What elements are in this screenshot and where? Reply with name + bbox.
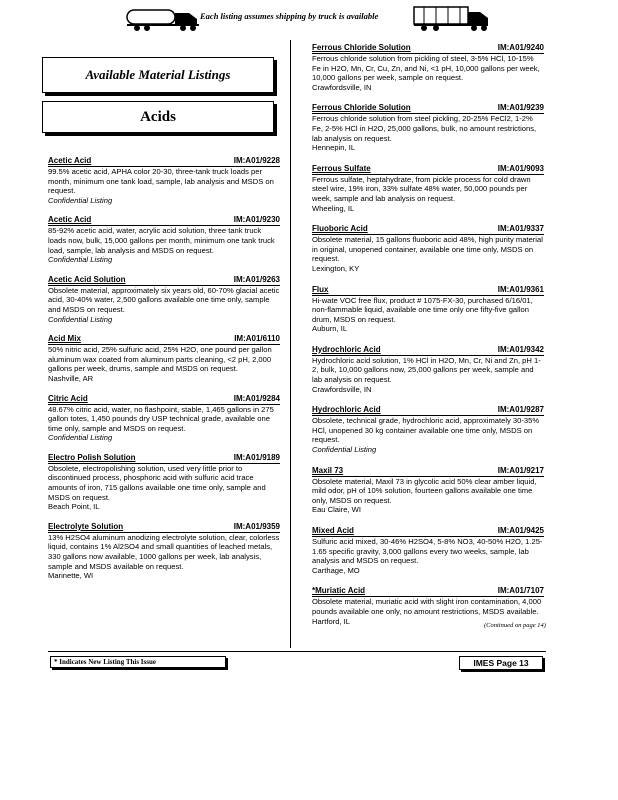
listing-description: 13% H2SO4 aluminum anodizing electrolyte solution, clear, colorless liquid, contains 1% Al2SO4 and small quantities of leached metals, 330 gallons now available, 1000 gallons per week, lab analysis, sample and MSDS available on request. Marinette, WI	[48, 532, 280, 581]
listing-entry	[312, 164, 544, 213]
listing-name: Electrolyte Solution	[48, 521, 124, 531]
listing-location: Eau Claire, WI	[312, 505, 361, 515]
listing-header	[312, 586, 544, 597]
listing-id: IM:A01/9228	[233, 156, 280, 165]
listing-name: Acid Mix	[48, 334, 81, 344]
listing-location: Confidential Listing	[48, 255, 113, 265]
listing-id: IM:A01/9361	[497, 284, 544, 294]
listing-description: 50% nitric acid, 25% sulfuric acid, 25% H2O, one pound per gallon aluminum wax coated from aluminum parts cleaning, <2 pH, 2,000 gallons per week, drums, sample and MSDS on request. Nashville, AR	[48, 345, 272, 383]
listing-id: IM:A01/9217	[497, 465, 544, 475]
listing-location: Carthage, MO	[312, 565, 360, 575]
column-divider	[290, 40, 291, 648]
listing-name: Ferrous Sulfate	[312, 163, 371, 173]
listing-entry	[48, 394, 280, 443]
header-note: Each listing assumes shipping by truck is available	[200, 11, 379, 21]
listing-location: Confidential Listing	[48, 433, 113, 443]
listing-header	[312, 164, 544, 175]
listing-name: Maxil 73	[312, 465, 344, 475]
listing-id: IM:A01/9263	[233, 274, 280, 284]
listing-id: IM:A01/9240	[497, 43, 544, 52]
listings-title: Available Material Listings	[85, 67, 231, 82]
listing-id: IM:A01/9230	[233, 215, 280, 225]
listing-entry	[312, 526, 544, 575]
listing-entry	[48, 156, 280, 205]
listing-location: Auburn, IL	[312, 324, 348, 334]
listing-header	[48, 522, 280, 533]
listing-header	[48, 215, 280, 226]
listing-id: IM:A01/9425	[497, 526, 544, 535]
listing-location: Confidential Listing	[312, 445, 377, 455]
listing-entry	[312, 466, 544, 515]
continued-note: (Continued on page 14)	[484, 622, 546, 629]
listing-entry	[312, 586, 544, 626]
listing-description: Obsolete material, approximately six years old, 60-70% glacial acetic acid, 30-40% water, 2,500 gallons available one time only, sample and MSDS on request. Confidential Listing	[48, 285, 280, 324]
listing-entry	[312, 345, 544, 394]
listing-id: IM:A01/9359	[233, 521, 280, 531]
listing-description: Obsolete, electropolishing solution, used very little prior to discontinued process, phosphoric acid with sulfuric acid trace amounts of iron, 715 gallons available one time only, sample and MSDS on request. Beach Point, IL	[48, 463, 266, 512]
listing-description: 99.5% acetic acid, APHA color 20-30, three-tank truck loads per month, minimum one tank load, sample, lab analysis and MSDS on request. Confidential Listing	[48, 167, 274, 205]
listing-id: IM:A01/9342	[497, 344, 544, 354]
footer-rule	[48, 651, 546, 652]
listing-description: Ferrous chloride solution from pickling of steel, 3-5% HCl, 10-15% Fe in H2O, Mn, Cr, Cu, Zn, and Ni, <1 pH, 10,000 gallons per week, 10,000 gallons per week, sample on request. Crawfordsville, IN	[312, 54, 540, 92]
listing-header	[48, 275, 280, 286]
listing-location: Nashville, AR	[48, 373, 94, 383]
section-title: Acids	[140, 108, 176, 125]
listing-header	[48, 334, 280, 345]
listing-description: Ferrous sulfate, heptahydrate, from pickle process for cold drawn steel wire, 19% iron, 33% sulfate 48% water, 50,000 pounds per week, sample and lab analysis on request. Wheeling, IL	[312, 174, 531, 213]
listing-description: Obsolete material, 15 gallons fluoboric acid 48%, high purity material in original, unopened container, available one time only, MSDS on request. Lexington, KY	[312, 235, 543, 273]
new-listing-footnote: * Indicates New Listing This Issue	[50, 656, 226, 668]
listing-description: Ferrous chloride solution from steel pickling, 20-25% FeCl2, 1-2% Fe, 2-5% HCl in H2O, 25,000 gallons, bulk, no amount restrictions, lab analysis on request. Hennepin, IL	[312, 114, 537, 153]
listing-header	[48, 453, 280, 464]
listing-id: IM:A01/9093	[497, 163, 544, 173]
listing-name: Ferrous Chloride Solution	[312, 103, 411, 113]
listing-name: Hydrochloric Acid	[312, 344, 381, 354]
listing-name: Fluoboric Acid	[312, 224, 368, 234]
listing-entry	[312, 103, 544, 152]
listing-header	[48, 394, 280, 405]
listing-name: Ferrous Chloride Solution	[312, 43, 411, 52]
listing-description: Obsolete material, Maxil 73 in glycolic acid 50% clear amber liquid, mild odor, pH of 10% solution, fourteen gallons available one time only, MSDS on request. Eau Claire, WI	[312, 476, 537, 515]
listing-entry	[312, 405, 544, 454]
listing-entry	[312, 285, 544, 334]
page-number: IMES Page 13	[459, 656, 543, 670]
listing-header	[312, 285, 544, 296]
listing-id: IM:A01/9284	[233, 393, 280, 403]
listing-location: Hartford, IL	[312, 616, 350, 626]
listing-name: Acetic Acid Solution	[48, 274, 126, 284]
listings-title-box	[42, 57, 274, 93]
listing-name: Flux	[312, 284, 329, 294]
listing-description: Sulfuric acid mixed, 30-46% H2SO4, 5-8% NO3, 40-50% H2O, 1.25-1.65 specific gravity, 3,000 gallons every two weeks, sample, lab analysis and MSDS on request. Carthage, MO	[312, 537, 543, 575]
listing-location: Wheeling, IL	[312, 203, 355, 213]
listing-header	[312, 466, 544, 477]
listing-entry	[48, 334, 280, 383]
listing-name: Mixed Acid	[312, 526, 354, 535]
listing-entry	[48, 275, 280, 324]
listing-description: 48.67% citric acid, water, no flashpoint, stable, 1,465 gallons in 275 gallon totes, 1,450 pounds dry USP technical grade, available one time only, sample and MSDS on request. Confidential Listing	[48, 404, 274, 443]
listing-header	[312, 224, 544, 235]
listing-entry	[312, 224, 544, 273]
listing-id: IM:A01/9239	[497, 103, 544, 113]
listing-id: IM:A01/9287	[497, 405, 544, 415]
listing-location: Crawfordsville, IN	[312, 384, 372, 394]
tanker-truck-icon	[125, 4, 203, 32]
listing-name: Acetic Acid	[48, 156, 92, 165]
listing-description: Hi-wate VOC free flux, product # 1075-FX-30, purchased 6/16/01, non-flammable liquid, available one time only one fifty-five gallon drum, MSDS on request. Auburn, IL	[312, 295, 533, 334]
listing-description: 85-92% acetic acid, water, acrylic acid solution, three tank truck loads now, bulk, 15,000 gallons per month, minimum one tank truck load, sample, lab analysis and MSDS on request. Confidential Listing	[48, 226, 275, 265]
listing-id: IM:A01/9337	[497, 224, 544, 234]
listing-header	[312, 345, 544, 356]
listing-name: Hydrochloric Acid	[312, 405, 381, 415]
right-column	[312, 43, 544, 637]
listing-location: Hennepin, IL	[312, 143, 356, 153]
listing-description: Obsolete material, muriatic acid with slight iron contamination, 4,000 pounds available one only, no amount restrictions, MSDS available. Hartford, IL	[312, 597, 542, 626]
listing-name: Citric Acid	[48, 393, 88, 403]
listing-name: Electro Polish Solution	[48, 452, 136, 462]
listing-header	[312, 43, 544, 54]
listing-header	[48, 156, 280, 167]
listing-entry	[48, 453, 280, 512]
listing-id: IM:A01/9189	[233, 452, 280, 462]
listing-name: Acetic Acid	[48, 215, 92, 225]
listing-id: IM:A01/6110	[234, 334, 280, 344]
left-column	[48, 156, 280, 591]
listing-entry	[48, 215, 280, 264]
listing-header	[312, 405, 544, 416]
listing-description: Obsolete, technical grade, hydrochloric acid, approximately 30-35% HCl, unopened 30 kg container available one time only, MSDS on request. Confidential Listing	[312, 416, 540, 455]
listing-location: Beach Point, IL	[48, 502, 100, 512]
listing-entry	[312, 43, 544, 92]
section-title-box	[42, 101, 274, 133]
listing-header	[312, 526, 544, 537]
listing-id: IM:A01/7107	[497, 586, 544, 596]
listing-location: Crawfordsville, IN	[312, 82, 372, 92]
listing-location: Confidential Listing	[48, 314, 113, 324]
listing-location: Lexington, KY	[312, 263, 360, 273]
listing-location: Marinette, WI	[48, 571, 94, 581]
listing-header	[312, 103, 544, 114]
listing-name: *Muriatic Acid	[312, 586, 366, 596]
listing-location: Confidential Listing	[48, 195, 113, 205]
listing-entry	[48, 522, 280, 581]
listing-description: Hydrochloric acid solution, 1% HCl in H2O, Mn, Cr, Ni and Zn, pH 1-2, bulk, 10,000 gallons now, 25,000 gallons per week, sample and lab analysis on request. Crawfordsville, IN	[312, 355, 541, 394]
